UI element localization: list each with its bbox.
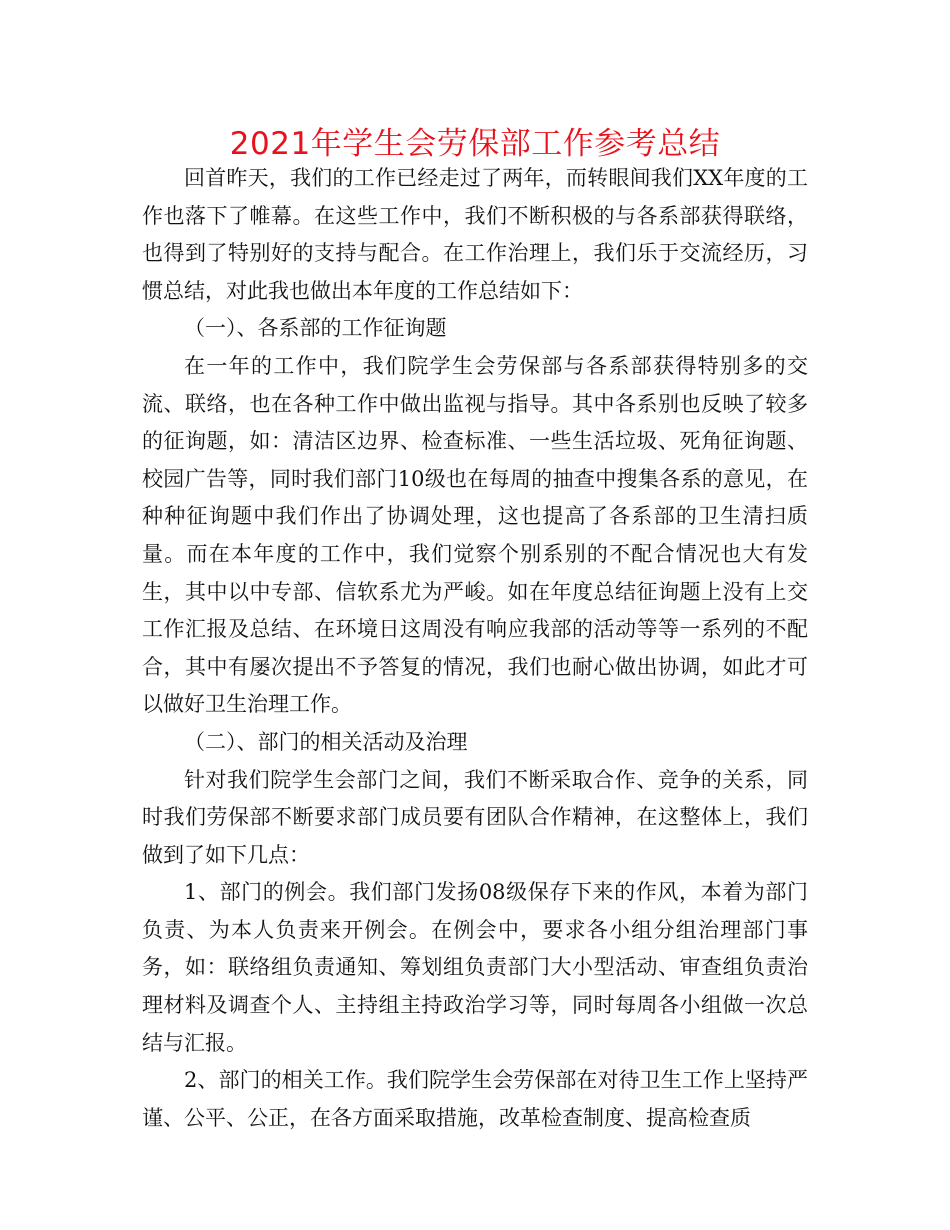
document-body (142, 160, 808, 1137)
paragraph-section-1: 在一年的工作中，我们院学生会劳保部与各系部获得特别多的交流、联络，也在各种工作中做出监视与指导。其中各系别也反映了较多的征询题，如：清洁区边界、检查标准、一些生活垃圾、死角征询题、校园广告等，同时我们部门10级也在每周的抽查中搜集各系的意见，在种种征询题中我们作出了协调处理，这也提高了各系部的卫生清扫质量。而在本年度的工作中，我们觉察个别系别的不配合情况也大有发生，其中以中专部、信软系尤为严峻。如在年度总结征询题上没有上交工作汇报及总结、在环境日这周没有响应我部的活动等等一系列的不配合，其中有屡次提出不予答复的情况，我们也耐心做出协调，如此才可以做好卫生治理工作。 (142, 353, 808, 717)
paragraph-section-2: 针对我们院学生会部门之间，我们不断采取合作、竞争的关系，同时我们劳保部不断要求部门成员要有团队合作精神，在这整体上，我们做到了如下几点： (142, 767, 808, 867)
document-title: 2021年学生会劳保部工作参考总结 (229, 126, 721, 162)
section-heading-2: （二）、部门的相关活动及治理 (184, 729, 468, 754)
paragraph-item-2: 2、部门的相关工作。我们院学生会劳保部在对待卫生工作上坚持严谨、公平、公正，在各方面采取措施，改革检查制度、提高检查质 (142, 1068, 808, 1130)
section-heading-1: （一）、各系部的工作征询题 (184, 316, 447, 341)
paragraph-item-1: 1、部门的例会。我们部门发扬08级保存下来的作风，本着为部门负责、为本人负责来开例会。在例会中，要求各小组分组治理部门事务，如：联络组负责通知、筹划组负责部门大小型活动、审查组负责治理材料及调查个人、主持组主持政治学习等，同时每周各小组做一次总结与汇报。 (142, 880, 808, 1055)
paragraph-intro: 回首昨天，我们的工作已经走过了两年，而转眼间我们XX年度的工作也落下了帷幕。在这些工作中，我们不断积极的与各系部获得联络，也得到了特别好的支持与配合。在工作治理上，我们乐于交流经历，习惯总结，对此我也做出本年度的工作总结如下： (142, 166, 808, 303)
